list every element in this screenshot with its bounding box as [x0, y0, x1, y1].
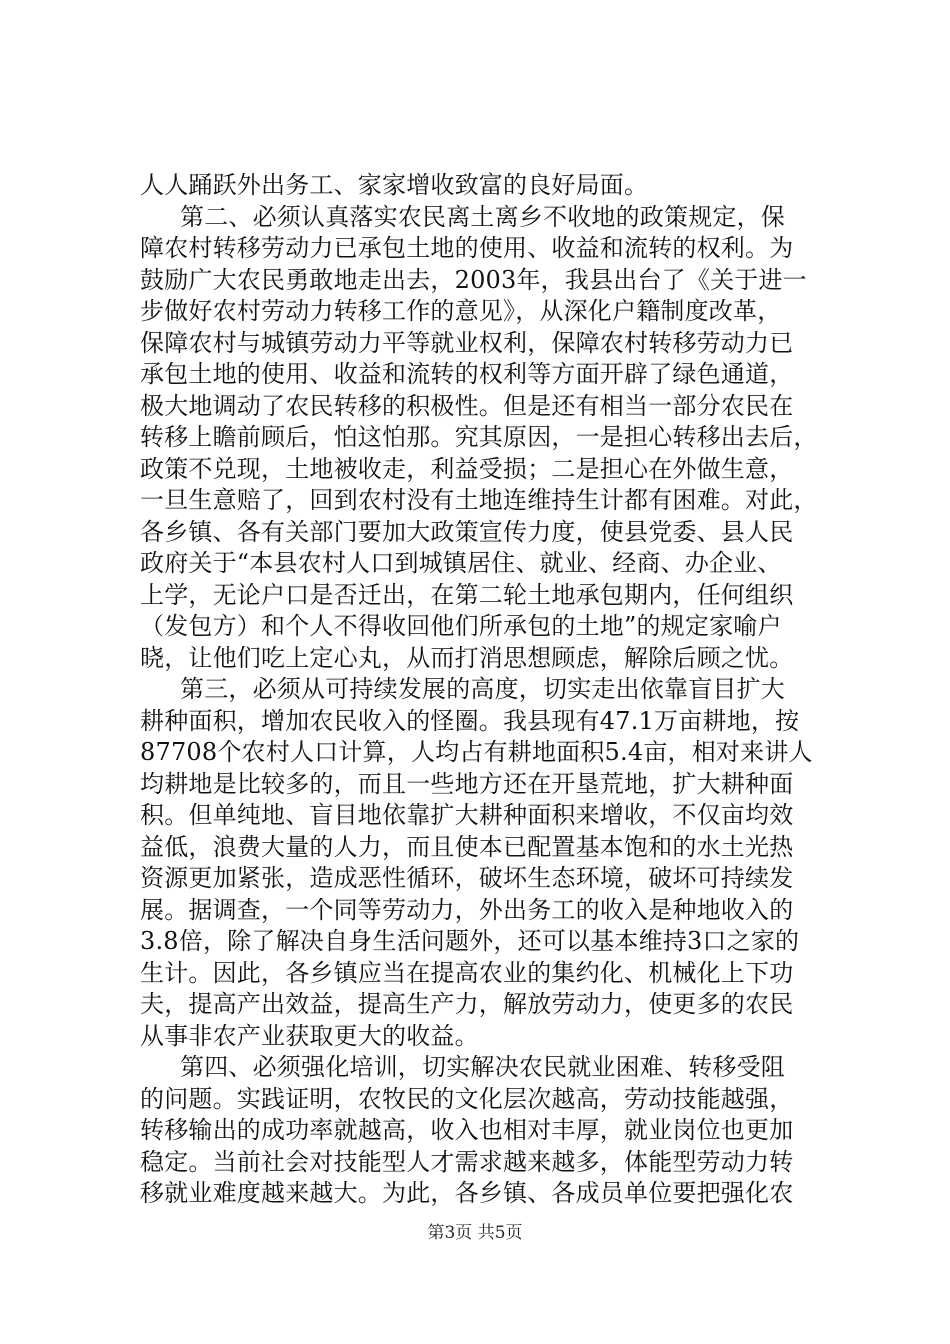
text-line: 保障农村与城镇劳动力平等就业权利，保障农村转移劳动力已 — [140, 328, 794, 357]
text-line: 人人踊跃外出务工、家家增收致富的良好局面。 — [140, 171, 649, 199]
text-line: 移就业难度越来越大。为此，各乡镇、各成员单位要把强化农 — [140, 1179, 794, 1207]
text-line: 政策不兑现，土地被收走，利益受损；二是担心在外做生意， — [140, 454, 794, 483]
text-line: 转移输出的成功率就越高，收入也相对丰厚，就业岗位也更加 — [140, 1116, 794, 1144]
text-line: 益低，浪费大量的人力，而且使本已配置基本饱和的水土光热 — [140, 832, 794, 861]
text-line: 承包土地的使用、收益和流转的权利等方面开辟了绿色通道， — [140, 360, 794, 388]
paragraph-first-line: 第二、必须认真落实农民离土离乡不收地的政策规定，保 — [180, 202, 785, 231]
text-line: 障农村转移劳动力已承包土地的使用、收益和流转的权利。为 — [140, 234, 794, 262]
text-line: 夫，提高产出效益，提高生产力，解放劳动力，使更多的农民 — [140, 990, 794, 1018]
text-line: 政府关于“本县农村人口到城镇居住、就业、经商、办企业、 — [140, 549, 782, 577]
text-line: 转移上瞻前顾后，怕这怕那。究其原因，一是担心转移出去后， — [140, 423, 818, 451]
text-line: 晓，让他们吃上定心丸，从而打消思想顾虑，解除后顾之忧。 — [140, 643, 794, 672]
paragraph-first-line: 第四、必须强化培训，切实解决农民就业困难、转移受阻 — [180, 1053, 785, 1081]
text-line: 从事非农产业获取更大的收益。 — [140, 1021, 479, 1050]
text-line: 的问题。实践证明，农牧民的文化层次越高，劳动技能越强， — [140, 1084, 794, 1113]
text-line: 87708个农村人口计算，人均占有耕地面积5.4亩，相对来讲人 — [140, 738, 813, 766]
text-line: 均耕地是比较多的，而且一些地方还在开垦荒地，扩大耕种面 — [140, 769, 794, 798]
text-line: 各乡镇、各有关部门要加大政策宣传力度，使县党委、县人民 — [140, 517, 794, 546]
text-line: 一旦生意赔了，回到农村没有土地连维持生计都有困难。对此， — [140, 486, 818, 514]
text-line: 资源更加紧张，造成恶性循环，破坏生态环境，破坏可持续发 — [140, 864, 794, 892]
text-line: 3.8倍，除了解决自身生活问题外，还可以基本维持3口之家的 — [140, 927, 800, 955]
text-line: 上学，无论户口是否迁出，在第二轮土地承包期内，任何组织 — [140, 580, 794, 609]
text-line: 展。据调查，一个同等劳动力，外出务工的收入是种地收入的 — [140, 895, 794, 924]
text-line: 极大地调动了农民转移的积极性。但是还有相当一部分农民在 — [140, 391, 794, 420]
document-body — [140, 170, 840, 1210]
text-line: （发包方）和个人不得收回他们所承包的土地”的规定家喻户 — [140, 612, 782, 640]
text-line: 步做好农村劳动力转移工作的意见》，从深化户籍制度改革， — [140, 297, 782, 325]
paragraph-first-line: 第三，必须从可持续发展的高度，切实走出依靠盲目扩大 — [180, 675, 785, 703]
text-line: 稳定。当前社会对技能型人才需求越来越多，体能型劳动力转 — [140, 1147, 794, 1176]
page-footer: 第3页 共5页 — [427, 1223, 523, 1243]
text-line: 鼓励广大农民勇敢地走出去，2003年，我县出台了《关于进一 — [140, 265, 807, 294]
text-line: 积。但单纯地、盲目地依靠扩大耕种面积来增收，不仅亩均效 — [140, 801, 794, 829]
text-line: 耕种面积，增加农民收入的怪圈。我县现有47.1万亩耕地，按 — [140, 706, 800, 735]
text-line: 生计。因此，各乡镇应当在提高农业的集约化、机械化上下功 — [140, 958, 794, 987]
